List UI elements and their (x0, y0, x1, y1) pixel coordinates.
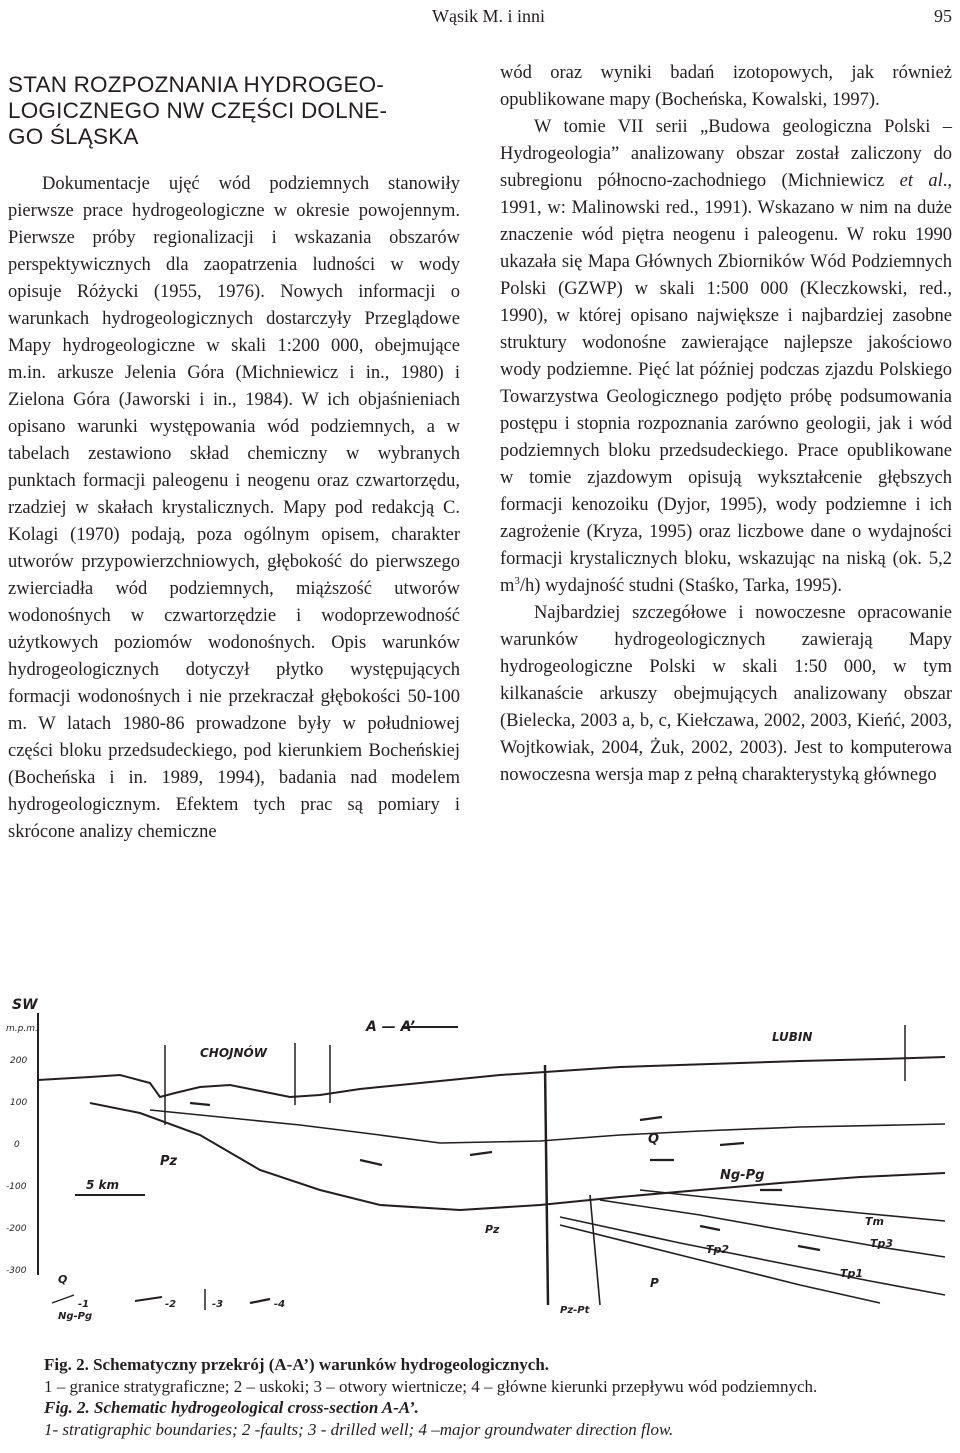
main-fault (545, 1065, 548, 1305)
section-label: A — A’ (366, 1019, 416, 1035)
unit-label: Pz-Pt (560, 1305, 590, 1316)
legend-fault-symbol (135, 1297, 162, 1301)
running-head: Wąsik M. i inni (432, 6, 545, 26)
unit-label: Q (648, 1132, 660, 1147)
topographic-surface (38, 1057, 945, 1097)
boundary-q-ngpg (150, 1110, 945, 1143)
legend-flow-symbol (250, 1299, 270, 1303)
axis-tick: -200 (6, 1224, 27, 1234)
legend-label: Q (58, 1273, 68, 1286)
axis-tick: 100 (10, 1098, 28, 1108)
axis-tick: 200 (10, 1056, 28, 1066)
section-title-line: STAN ROZPOZNANIA HYDROGEO- (8, 72, 385, 97)
legend-label: -2 (165, 1299, 177, 1310)
caption-title-en: Fig. 2. Schematic hydrogeological cross-section A-A’. (44, 1398, 419, 1417)
section-title-line: GO ŚLĄSKA (8, 124, 139, 149)
right-paragraph-3: Najbardziej szczegółowe i nowoczesne opracowanie warunków hydrogeologicznych zawierają Mapy hydrogeologiczne Polski w skali 1:50 000, w tym kilkanaście arkuszy obejmujących analizowany obszar (Bielecka, 2003 a, b, c, Kiełczawa, 2002, 2003, Kieńć, 2003, Wojtkowiak, 2004, Żuk, 2002, 2003). Jest to komputerowa nowoczesna wersja map z pełną charakterystyką głównego (500, 603, 952, 785)
unit-label: Tp1 (840, 1267, 864, 1280)
unit-label: Tp3 (870, 1237, 894, 1250)
figure-caption (44, 1354, 944, 1440)
text-run: W tomie VII serii „Budowa geologiczna Polski – Hydrogeologia” analizowany obszar został zaliczony do subregionu północno-zachodniego (Michniewicz (500, 117, 952, 191)
cenozoic-base (90, 1103, 945, 1210)
legend-label: -3 (212, 1299, 224, 1310)
caption-legend-pl: 1 – granice stratygraficzne; 2 – uskoki; 3 – otwory wiertnicze; 4 – główne kierunki przepływu wód podziemnych. (44, 1376, 818, 1396)
page-number: 95 (934, 6, 952, 26)
unit-label: Tm (865, 1215, 884, 1228)
legend-label: -1 (78, 1299, 90, 1310)
axis-tick: 0 (14, 1140, 20, 1150)
right-paragraph-continued: wód oraz wyniki badań izotopowych, jak również opublikowane mapy (Bocheńska, Kowalski, 1997). (500, 63, 952, 110)
scale-label: 5 km (86, 1178, 120, 1192)
legend-label: Ng-Pg (58, 1311, 93, 1322)
unit-label: Pz (485, 1223, 500, 1236)
unit-label: Tp2 (706, 1243, 730, 1256)
legend-label: -4 (274, 1299, 286, 1310)
axis-tick: -100 (6, 1182, 27, 1192)
legend-boundary-symbol (52, 1295, 74, 1303)
direction-label: SW (12, 997, 38, 1013)
right-column (500, 60, 952, 789)
etal-italic: et al (899, 171, 943, 191)
place-label: CHOJNÓW (200, 1046, 267, 1060)
text-run: /h) wydajność studni (Staśko, Tarka, 1995). (519, 576, 842, 596)
axis-unit: m.p.m. (6, 1024, 38, 1034)
caption-title-pl: Fig. 2. Schematyczny przekrój (A-A’) warunków hydrogeologicznych. (44, 1355, 550, 1374)
page-header (0, 6, 960, 28)
text-run: ., 1991, w: Malinowski red., 1991). Wskazano w nim na duże znaczenie wód piętra neogenu i paleogenu. W roku 1990 ukazała się Mapa Głównych Zbiorników Wód Podziemnych Polski (GZWP) w skali 1:500 000 (Kleczkowski, red., 1990), w której opisano największe i najbardziej zasobne struktury wodonośne zawierające najlepsze jakościowo wody podziemne. Pięć lat później podczas zjazdu Polskiego Towarzystwa Geologicznego podjęto próbę podsumowania postępu i stopnia rozpoznania zarówno geologii, jak i wód podziemnych bloku przedsudeckiego. Prace opublikowane w tomie zjazdowym opisują wykształcenie głębszych formacji kenozoiku (Dyjor, 1995), wody podziemne i ich zagrożenie (Kryza, 1995) oraz liczbowe dane o wydajności formacji krystalicznych bloku, wskazując na niską (ok. 5,2 m (500, 171, 952, 596)
caption-legend-en: 1- stratigraphic boundaries; 2 -faults; 3 - drilled well; 4 –major groundwater direction flow. (44, 1419, 674, 1439)
section-title-line: LOGICZNEGO NW CZĘŚCI DOLNE- (8, 98, 388, 123)
cross-section-figure (0, 985, 960, 1345)
right-paragraph-2 (500, 114, 952, 600)
place-label: LUBIN (772, 1030, 813, 1044)
unit-label: Pz (160, 1154, 178, 1169)
cross-section-drawing (0, 985, 960, 1345)
superscript: 3 (514, 574, 520, 587)
left-paragraph: Dokumentacje ujęć wód podziemnych stanowiły pierwsze prace hydrogeologiczne w okresie powojennym. Pierwsze próby regionalizacji i wskazania obszarów perspektywicznych dla zaopatrzenia ludności w wody opisuje Różycki (1955, 1976). Nowych informacji o warunkach hydrogeologicznych dostarczyły Przeglądowe Mapy hydrogeologiczne w skali 1:200 000, obejmujące m.in. arkusze Jelenia Góra (Michniewicz i in., 1980) i Zielona Góra (Jaworski i in., 1984). W ich objaśnieniach opisano warunki występowania wód podziemnych, a w tabelach zestawiono skład chemiczny w wybranych punktach formacji paleogenu i neogenu oraz czwartorzędu, rzadziej w skałach krystalicznych. Mapy pod redakcją C. Kolagi (1970) podają, poza ogólnym opisem, charakter utworów przypowierzchniowych, głębokość do pierwszego zwierciadła wód podziemnych, miąższość utworów wodonośnych w czwartorzędzie i wodoprzewodność użytkowych poziomów wodonośnych. Opis warunków hydrogeologicznych dotyczył płytko występujących formacji wodonośnych i nie przekraczał głębokości 50-100 m. W latach 1980-86 prowadzone były w południowej części bloku przedsudeckiego, pod kierunkiem Bocheńskiej (Bocheńska i in. 1989, 1994), badania nad modelem hydrogeologicznym. Efektem tych prac są pomiary i skrócone analizy chemiczne (8, 174, 460, 842)
unit-label: P (650, 1276, 659, 1290)
section-title (8, 72, 460, 150)
fault (590, 1195, 600, 1305)
layer-boundary (640, 1190, 945, 1221)
left-column (8, 60, 460, 846)
unit-label: Ng-Pg (720, 1168, 765, 1183)
layer-boundary (560, 1225, 880, 1303)
layer-boundary (560, 1217, 945, 1295)
axis-tick: -300 (6, 1266, 27, 1276)
